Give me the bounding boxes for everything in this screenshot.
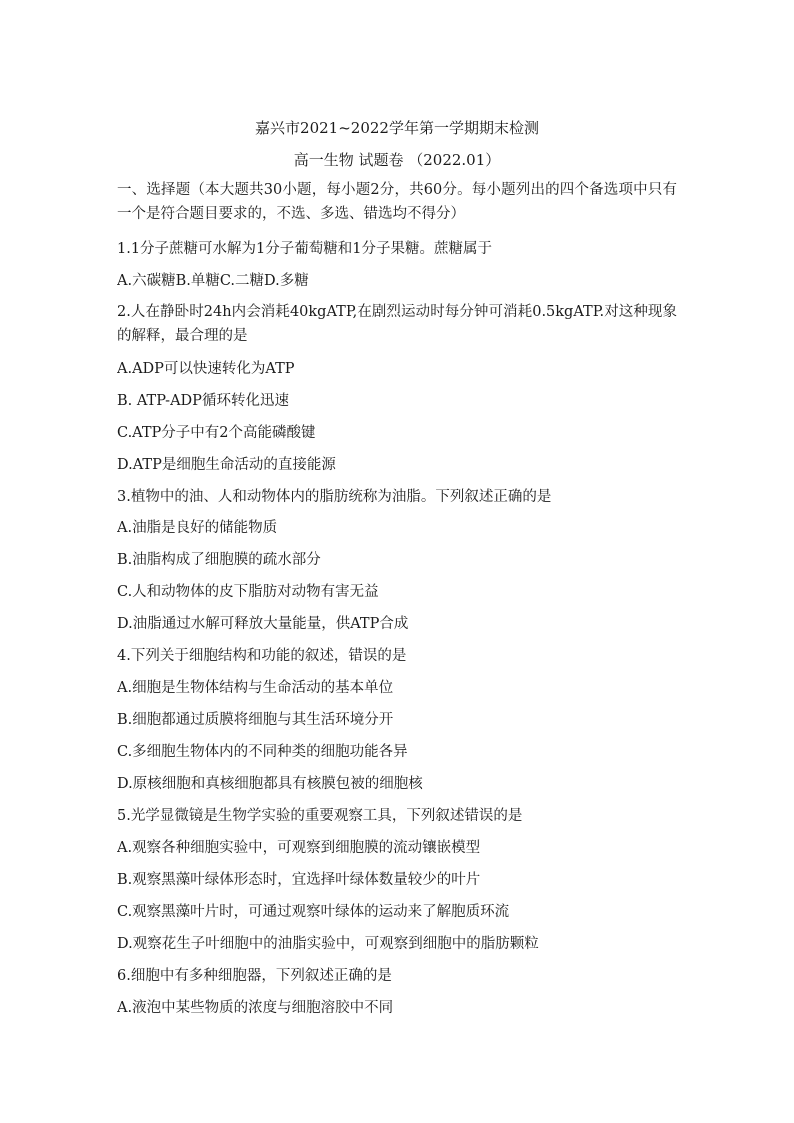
- question-5-option-c: C.观察黑藻叶片时，可通过观察叶绿体的运动来了解胞质环流: [117, 904, 510, 920]
- question-2-option-c: C.ATP分子中有2个高能磷酸键: [117, 425, 316, 441]
- question-6-option-a: A.液泡中某些物质的浓度与细胞溶胶中不同: [117, 1000, 394, 1016]
- question-2-stem: 2.人在静卧时24h内会消耗40kgATP,在剧烈运动时每分钟可消耗0.5kgATP.对这种现象的解释，最合理的是: [117, 304, 677, 344]
- question-2-option-b: B. ATP-ADP循环转化迅速: [117, 393, 289, 409]
- question-2-option-a: A.ADP可以快速转化为ATP: [117, 361, 295, 377]
- question-6-stem: 6.细胞中有多种细胞器，下列叙述正确的是: [117, 968, 392, 984]
- section-heading: 一、选择题（本大题共30小题，每小题2分，共60分。每小题列出的四个备选项中只有一个是符合题目要求的，不选、多选、错选均不得分）: [117, 182, 677, 222]
- question-2-option-d: D.ATP是细胞生命活动的直接能源: [117, 457, 336, 473]
- question-1-options: A.六碳糖B.单糖C.二糖D.多糖: [117, 273, 309, 289]
- question-5-option-b: B.观察黑藻叶绿体形态时，宜选择叶绿体数量较少的叶片: [117, 872, 481, 888]
- question-3-option-c: C.人和动物体的皮下脂肪对动物有害无益: [117, 584, 379, 600]
- exam-title: 嘉兴市2021~2022学年第一学期期末检测: [255, 119, 539, 137]
- question-3-option-b: B.油脂构成了细胞膜的疏水部分: [117, 552, 321, 568]
- question-5-option-d: D.观察花生子叶细胞中的油脂实验中，可观察到细胞中的脂肪颗粒: [117, 936, 539, 952]
- question-4-option-c: C.多细胞生物体内的不同种类的细胞功能各异: [117, 744, 408, 760]
- question-4-option-a: A.细胞是生物体结构与生命活动的基本单位: [117, 680, 394, 696]
- question-4-option-b: B.细胞都通过质膜将细胞与其生活环境分开: [117, 712, 394, 728]
- question-3-option-d: D.油脂通过水解可释放大量能量，供ATP合成: [117, 616, 409, 632]
- question-3-option-a: A.油脂是良好的储能物质: [117, 520, 278, 536]
- question-3-stem: 3.植物中的油、人和动物体内的脂肪统称为油脂。下列叙述正确的是: [117, 489, 552, 505]
- question-5-option-a: A.观察各种细胞实验中，可观察到细胞膜的流动镶嵌模型: [117, 840, 481, 856]
- exam-subtitle: 高一生物 试题卷 （2022.01）: [293, 151, 501, 169]
- question-5-stem: 5.光学显微镜是生物学实验的重要观察工具，下列叙述错误的是: [117, 808, 523, 824]
- question-4-option-d: D.原核细胞和真核细胞都具有核膜包被的细胞核: [117, 776, 423, 792]
- question-4-stem: 4.下列关于细胞结构和功能的叙述，错误的是: [117, 648, 407, 664]
- question-1-stem: 1.1分子蔗糖可水解为1分子葡萄糖和1分子果糖。蔗糖属于: [117, 241, 493, 257]
